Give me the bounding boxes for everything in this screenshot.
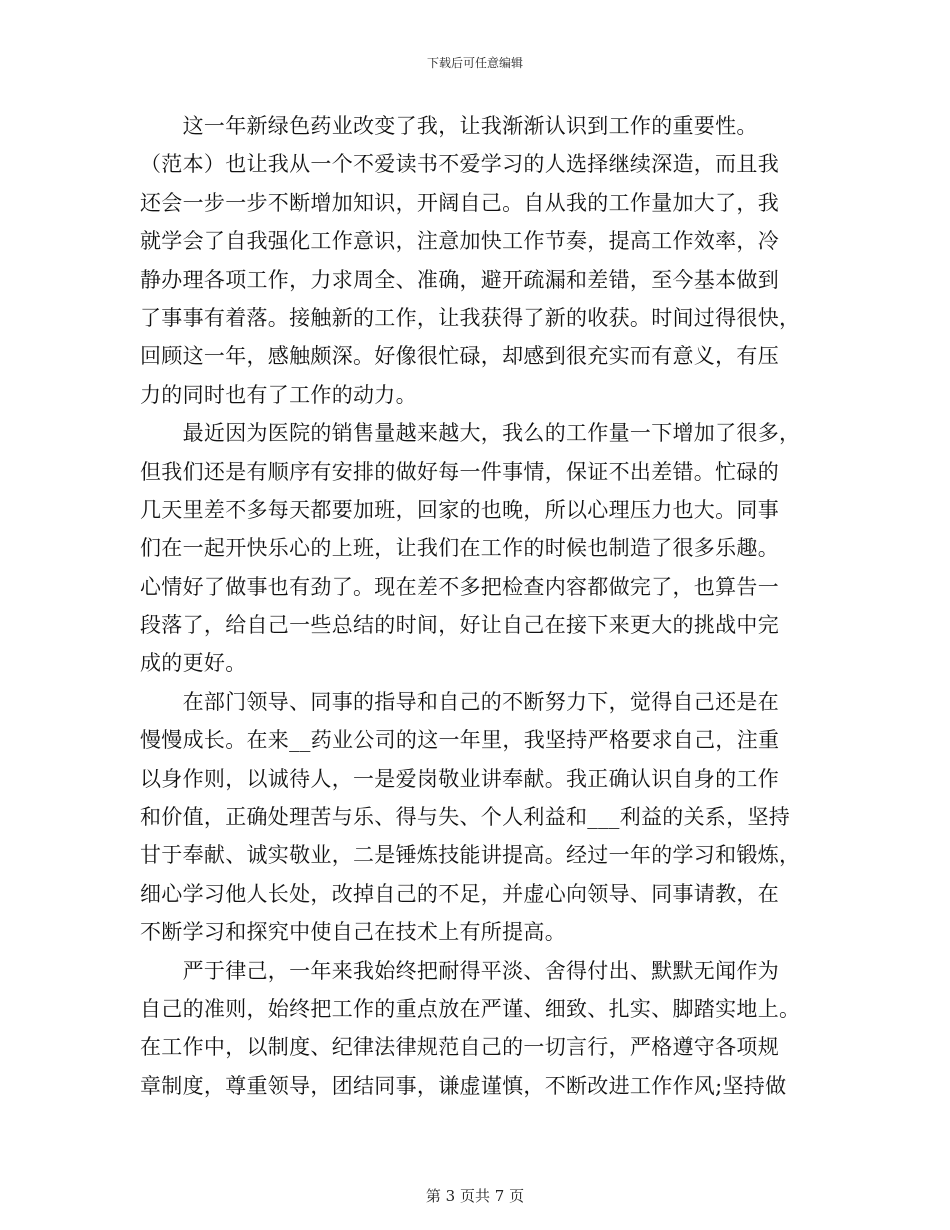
text-line: 甘于奉献、诚实敬业，二是锤炼技能讲提高。经过一年的学习和锻炼， <box>140 843 801 868</box>
page-footer: 第 3 页共 7 页 <box>425 1187 525 1205</box>
text-line: 不断学习和探究中使自己在技术上有所提高。 <box>140 920 566 945</box>
text-line: 在部门领导、同事的指导和自己的不断努力下，觉得自己还是在 <box>140 689 779 714</box>
text-line: 严于律己，一年来我始终把耐得平淡、舍得付出、默默无闻作为 <box>140 958 779 983</box>
text-line: 和价值，正确处理苦与乐、得与失、个人利益和___利益的关系，坚持 <box>140 805 791 830</box>
text-line: 回顾这一年，感触颇深。好像很忙碌，却感到很充实而有意义，有压 <box>140 344 779 369</box>
text-line: 章制度，尊重领导，团结同事，谦虚谨慎，不断改进工作作风;坚持做 <box>140 1073 787 1098</box>
text-line: 慢慢成长。在来__药业公司的这一年里，我坚持严格要求自己，注重 <box>140 728 780 753</box>
text-line: 成的更好。 <box>140 651 247 676</box>
text-line: 但我们还是有顺序有安排的做好每一件事情，保证不出差错。忙碌的 <box>140 459 779 484</box>
text-line: 了事事有着落。接触新的工作，让我获得了新的收获。时间过得很快， <box>140 305 801 330</box>
text-line: 们在一起开快乐心的上班，让我们在工作的时候也制造了很多乐趣。 <box>140 536 779 561</box>
text-line: 这一年新绿色药业改变了我，让我渐渐认识到工作的重要性。 <box>140 114 758 138</box>
text-line: 以身作则，以诚待人，一是爱岗敬业讲奉献。我正确认识自身的工作 <box>140 766 779 791</box>
text-line: 还会一步一步不断增加知识，开阔自己。自从我的工作量加大了，我 <box>140 190 779 215</box>
text-line: 几天里差不多每天都要加班，回家的也晚，所以心理压力也大。同事 <box>140 497 779 522</box>
text-line: 心情好了做事也有劲了。现在差不多把检查内容都做完了，也算告一 <box>140 574 779 599</box>
text-line: 静办理各项工作，力求周全、准确，避开疏漏和差错，至今基本做到 <box>140 267 779 292</box>
text-line: 力的同时也有了工作的动力。 <box>140 382 417 407</box>
text-line: 自己的准则，始终把工作的重点放在严谨、细致、扎实、脚踏实地上。 <box>140 996 801 1021</box>
body-text <box>140 107 805 1105</box>
text-line: （范本）也让我从一个不爱读书不爱学习的人选择继续深造，而且我 <box>140 152 779 177</box>
text-line: 就学会了自我强化工作意识，注意加快工作节奏，提高工作效率，冷 <box>140 229 779 254</box>
page-header: 下载后可任意编辑 <box>426 56 523 70</box>
text-line: 最近因为医院的销售量越来越大，我么的工作量一下增加了很多， <box>140 421 801 446</box>
text-line: 在工作中，以制度、纪律法律规范自己的一切言行，严格遵守各项规 <box>140 1035 779 1060</box>
text-line: 细心学习他人长处，改掉自己的不足，并虚心向领导、同事请教，在 <box>140 881 779 906</box>
text-line: 段落了，给自己一些总结的时间，好让自己在接下来更大的挑战中完 <box>140 613 779 638</box>
